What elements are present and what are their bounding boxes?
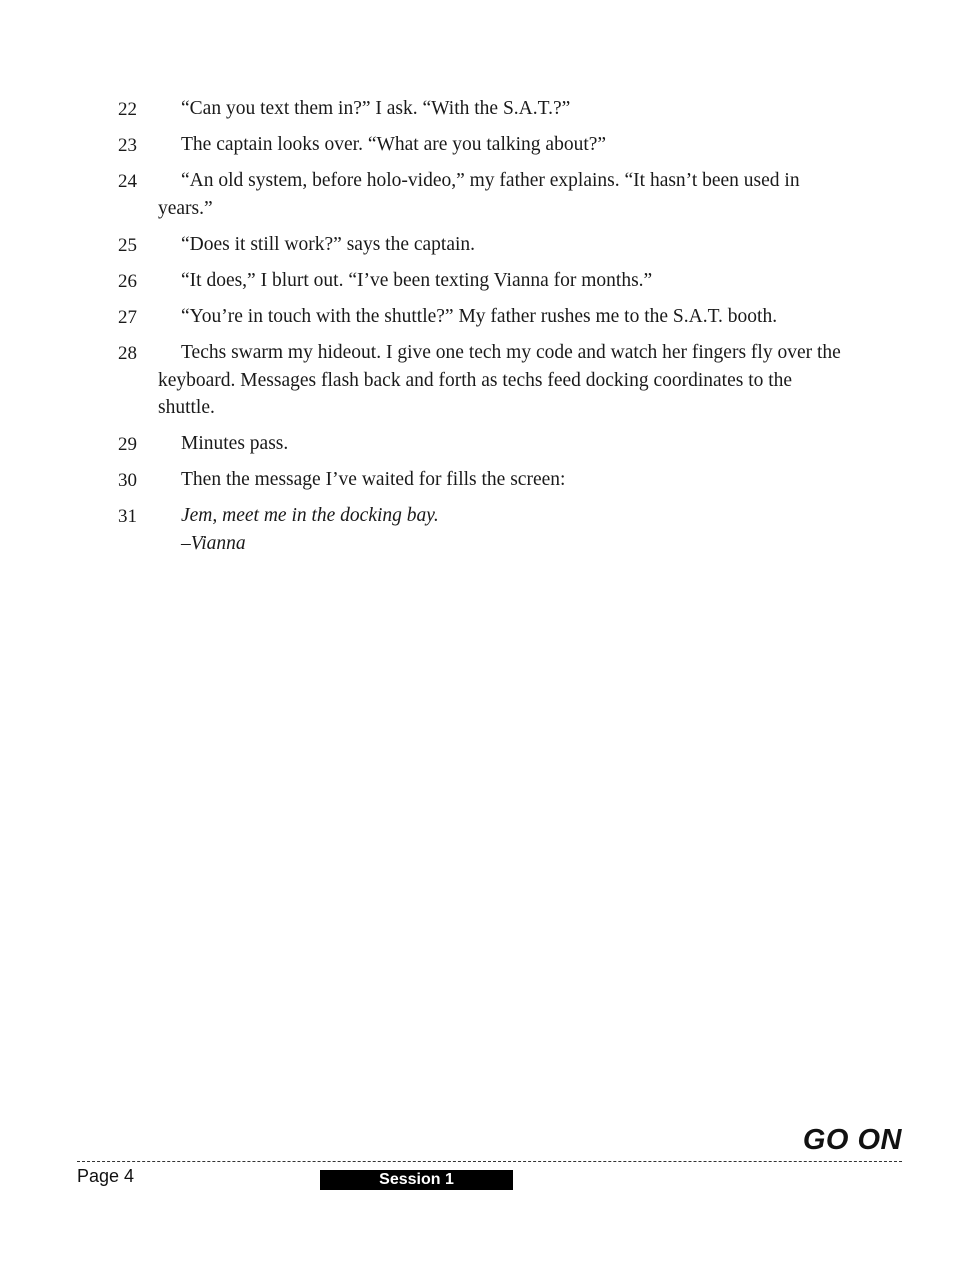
line-number: 25	[118, 235, 137, 256]
line-number: 29	[118, 434, 137, 455]
message-text	[158, 502, 848, 557]
session-badge: Session 1	[320, 1170, 513, 1190]
paragraph-text: “Does it still work?” says the captain.	[181, 234, 476, 255]
paragraph-text: “Can you text them in?” I ask. “With the S.A.T.?”	[181, 98, 571, 119]
line-number: 24	[118, 171, 137, 192]
paragraph-text: “You’re in touch with the shuttle?” My father rushes me to the S.A.T. booth.	[181, 306, 778, 327]
paragraph-text: Minutes pass.	[181, 433, 289, 454]
paragraph-text: Techs swarm my hideout. I give one tech my code and watch her fingers fly over the keyboard. Messages flash back and forth as techs feed docking coordinates to the shuttle.	[158, 342, 841, 418]
line-number: 26	[118, 271, 137, 292]
footer-divider	[77, 1161, 902, 1162]
line-number: 22	[118, 99, 137, 120]
paragraph-text: The captain looks over. “What are you talking about?”	[181, 134, 607, 155]
line-number: 28	[118, 343, 137, 364]
line-number: 30	[118, 470, 137, 491]
page-number: Page 4	[77, 1166, 135, 1186]
paragraph-text: “It does,” I blurt out. “I’ve been texting Vianna for months.”	[181, 270, 653, 291]
paragraph-text: Then the message I’ve waited for fills the screen:	[181, 469, 566, 490]
go-on-label: GO ON	[802, 1124, 902, 1156]
line-number: 27	[118, 307, 137, 328]
message-body: Jem, meet me in the docking bay.	[181, 505, 439, 526]
message-signature: –Vianna	[181, 532, 246, 554]
line-number: 31	[118, 506, 137, 527]
line-number: 23	[118, 135, 137, 156]
paragraph-text: “An old system, before holo-video,” my father explains. “It hasn’t been used in years.”	[158, 170, 800, 219]
